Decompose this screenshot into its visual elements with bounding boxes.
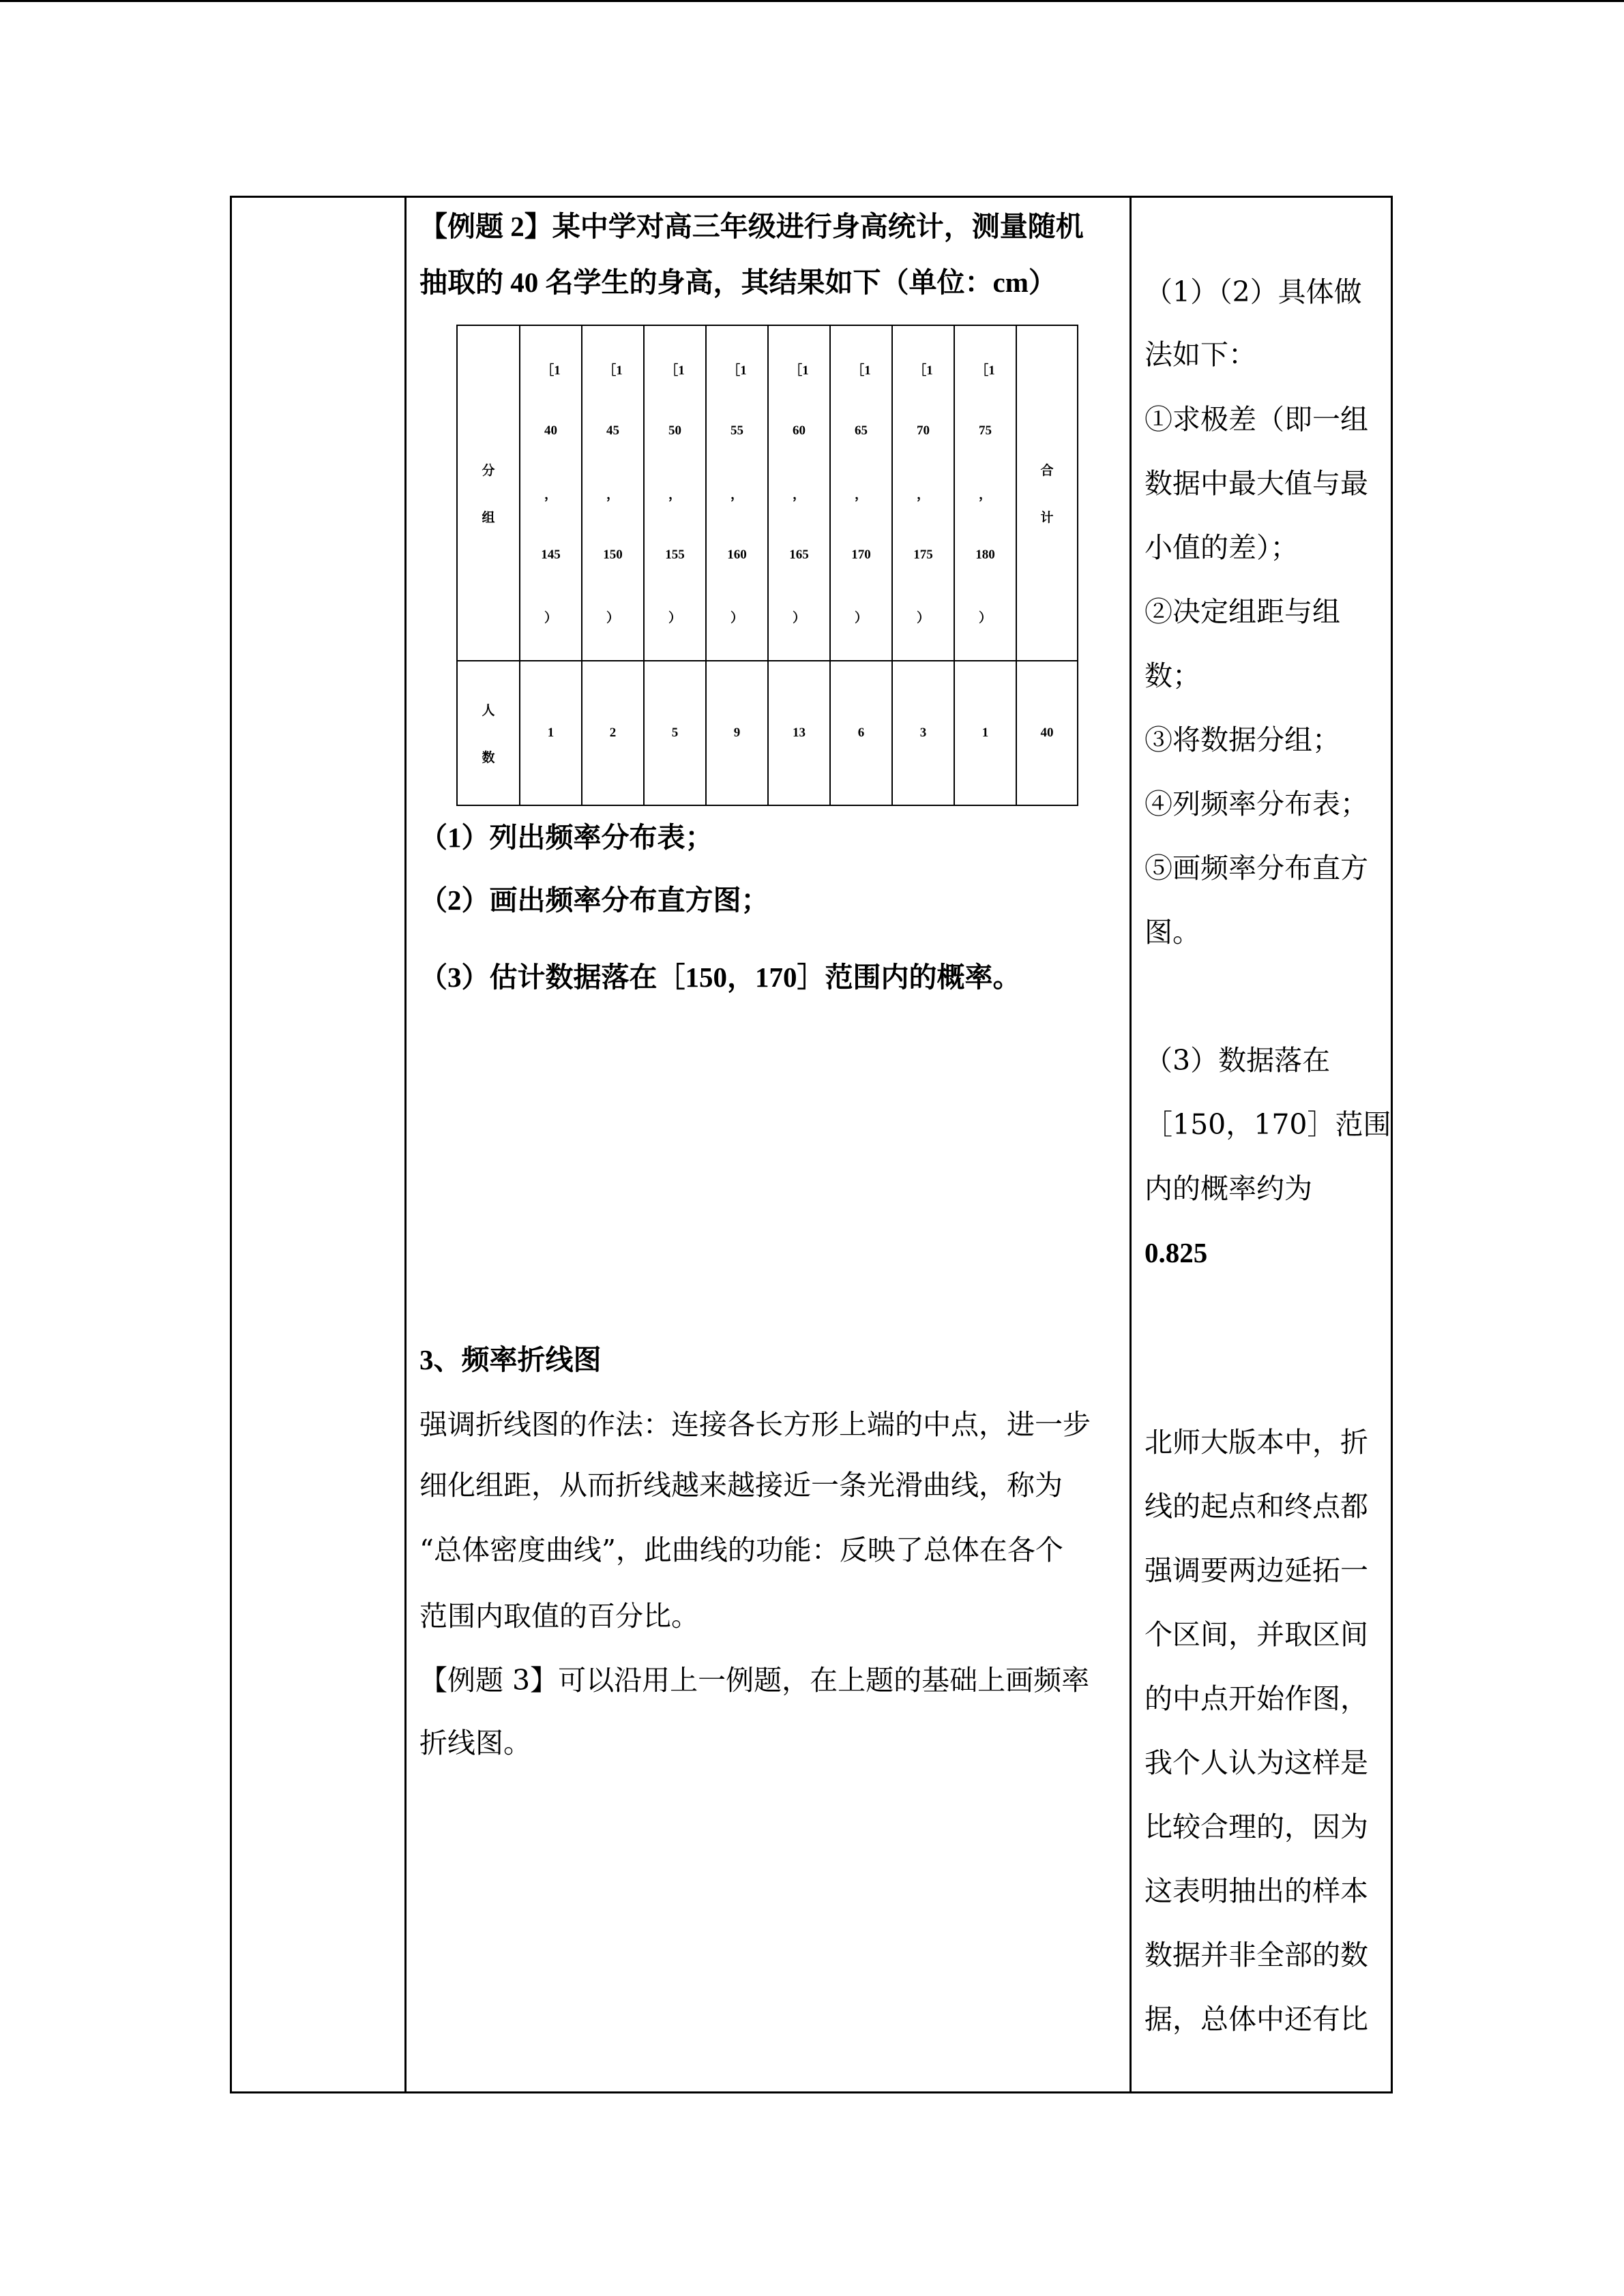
count-cell: 5: [644, 661, 706, 805]
group-cell: ［1 45 ， 150 ）: [582, 325, 644, 661]
group-row: [457, 325, 1078, 661]
note-line: 我个人认为这样是: [1145, 1746, 1368, 1779]
total-header-cell: 合 计: [1016, 325, 1078, 661]
group-cell: ［1 60 ， 165 ）: [768, 325, 830, 661]
note-line: 这表明抽出的样本: [1145, 1875, 1368, 1907]
count-cell: 1: [954, 661, 1016, 805]
note-line: 数据中最大值与最: [1145, 467, 1368, 500]
example3-line: 折线图。: [419, 1727, 531, 1759]
section3-para-line: 细化组距，从而折线越来越接近一条光滑曲线，称为: [419, 1469, 1063, 1502]
example2-line-2: 抽取的 40 名学生的身高，其结果如下（单位：cm）: [419, 267, 1057, 298]
total-cell: 40: [1016, 661, 1078, 805]
group-cell: ［1 75 ， 180 ）: [954, 325, 1016, 661]
note-line: 强调要两边延拓一: [1145, 1554, 1368, 1587]
group-cell: ［1 70 ， 175 ）: [892, 325, 954, 661]
note-line: 内的概率约为: [1145, 1172, 1312, 1205]
note-line: 图。: [1145, 916, 1200, 949]
note-line: 个区间，并取区间: [1145, 1618, 1368, 1651]
example3-line: 【例题 3】可以沿用上一例题，在上题的基础上画频率: [419, 1664, 1090, 1697]
note-line: 比较合理的，因为: [1145, 1810, 1368, 1843]
section3-para-line: 范围内取值的百分比。: [419, 1600, 699, 1632]
note-line: ②决定组距与组: [1145, 595, 1340, 628]
note-line: 法如下：: [1145, 338, 1256, 371]
note-line: 据，总体中还有比: [1145, 2003, 1368, 2036]
group-cell: ［1 40 ， 145 ）: [520, 325, 582, 661]
note-line: （1）（2）具体做: [1145, 275, 1362, 308]
group-cell: ［1 55 ， 160 ）: [706, 325, 768, 661]
note-line: （3）数据落在: [1145, 1044, 1331, 1077]
note-line: 北师大版本中，折: [1145, 1426, 1368, 1459]
count-cell: 1: [520, 661, 582, 805]
column-divider: [1130, 198, 1132, 2091]
note-line: 数；: [1145, 659, 1200, 692]
note-line: 的中点开始作图，: [1145, 1682, 1368, 1715]
note-line: ［150，170］范围: [1145, 1108, 1391, 1141]
note-line: ④列频率分布表；: [1145, 788, 1368, 820]
note-line: 小值的差）；: [1145, 531, 1299, 564]
row-header-count: 人 数: [457, 661, 520, 805]
note-line: 线的起点和终点都: [1145, 1490, 1368, 1523]
section3-para-line: 强调折线图的作法：连接各长方形上端的中点，进一步: [419, 1408, 1091, 1441]
question-1: （1）列出频率分布表；: [419, 822, 713, 853]
count-cell: 13: [768, 661, 830, 805]
question-3: （3）估计数据落在［150，170］范围内的概率。: [419, 961, 1021, 993]
group-cell: ［1 50 ， 155 ）: [644, 325, 706, 661]
example2-line-1: 【例题 2】某中学对高三年级进行身高统计，测量随机: [419, 211, 1084, 242]
note-line: ⑤画频率分布直方: [1145, 852, 1368, 884]
count-cell: 2: [582, 661, 644, 805]
count-cell: 3: [892, 661, 954, 805]
count-row: [457, 661, 1078, 805]
row-header-group: 分 组: [457, 325, 520, 661]
section3-para-line: “总体密度曲线”，此曲线的功能：反映了总体在各个: [419, 1534, 1063, 1566]
column-divider: [404, 198, 407, 2091]
page-top-border: [0, 0, 1624, 2]
note-line: 数据并非全部的数: [1145, 1939, 1368, 1971]
note-line: ③将数据分组；: [1145, 724, 1340, 756]
section3-heading: 3、频率折线图: [419, 1344, 602, 1375]
frequency-table: [456, 325, 1078, 806]
group-cell: ［1 65 ， 170 ）: [830, 325, 892, 661]
count-cell: 9: [706, 661, 768, 805]
note-line: ①求极差（即一组: [1145, 403, 1368, 436]
count-cell: 6: [830, 661, 892, 805]
probability-value: 0.825: [1145, 1237, 1208, 1268]
question-2: （2）画出频率分布直方图；: [419, 884, 769, 916]
